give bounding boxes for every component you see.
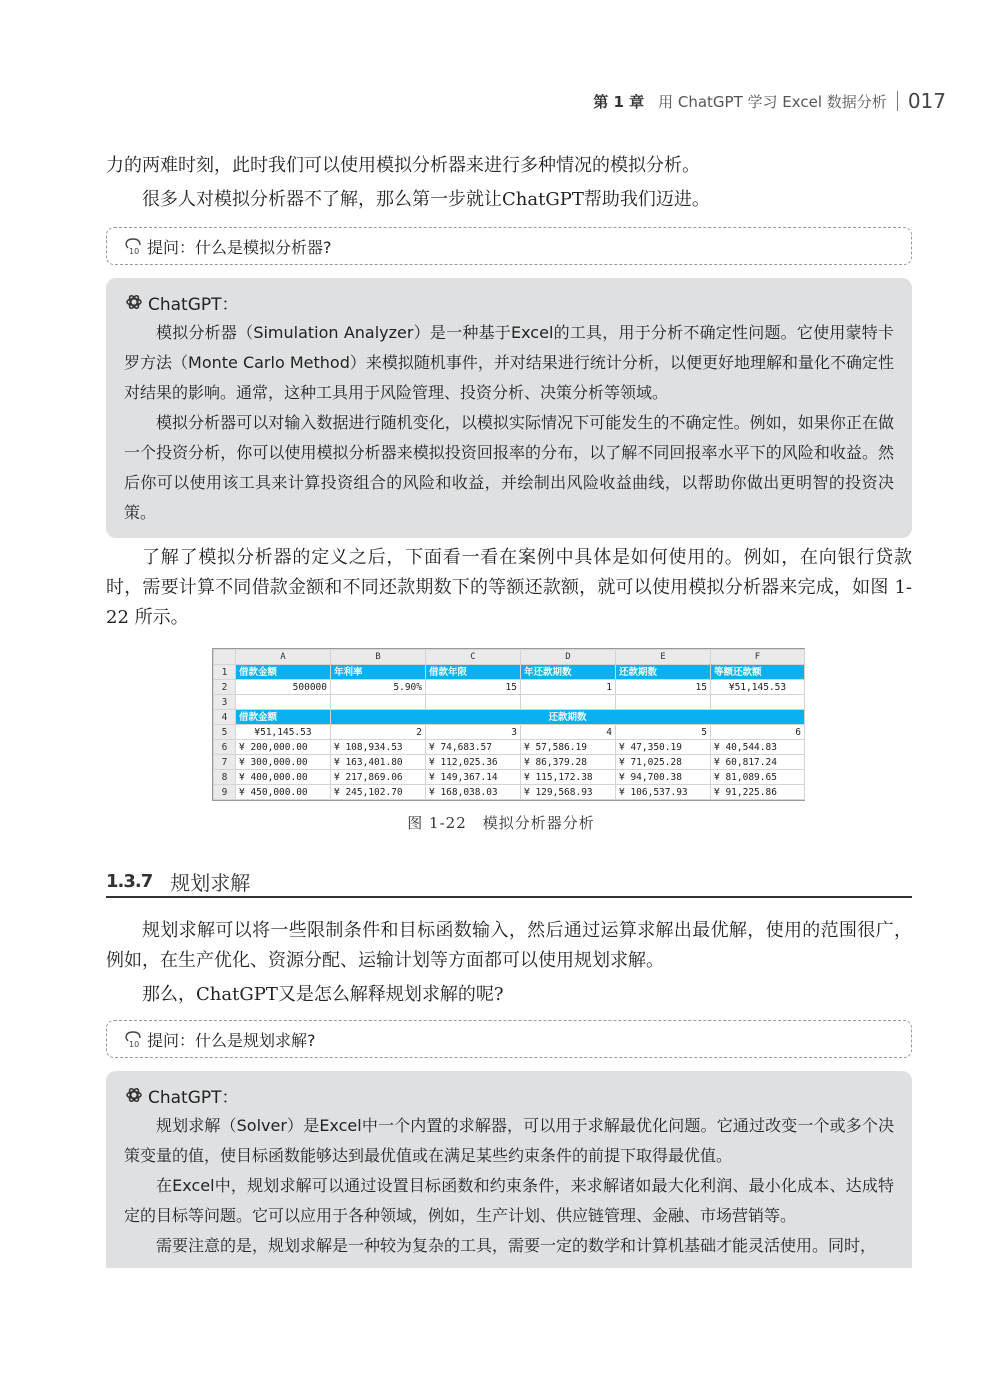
table-cell (616, 695, 711, 710)
table-cell: 6 (711, 725, 805, 740)
table-cell: ¥ 450,000.00 (236, 785, 331, 800)
table-cell: ¥ 108,934.53 (331, 740, 426, 755)
table-cell: ¥ 200,000.00 (236, 740, 331, 755)
table-cell: ¥ 91,225.86 (711, 785, 805, 800)
table-cell: 等额还款额 (711, 665, 805, 680)
answer-box-1 (106, 278, 912, 538)
table-cell: 15 (426, 680, 521, 695)
table-cell: ¥51,145.53 (711, 680, 805, 695)
table-cell: ¥ 74,683.57 (426, 740, 521, 755)
table-cell (331, 695, 426, 710)
answer-paragraph: 模拟分析器（Simulation Analyzer）是一种基于Excel的工具，用于分析不确定性问题。它使用蒙特卡罗方法（Monte Carlo Method）来模拟随机事件，并对结果进行统计分析，以便更好地理解和量化不确定性对结果的影响。通常，这种工具用于风险管理、投资分析、决策分析等领域。 (124, 323, 894, 402)
table-cell: ¥ 40,544.83 (711, 740, 805, 755)
question-text: 提问：什么是模拟分析器? (147, 237, 332, 257)
answer-speaker: ChatGPT： (148, 294, 239, 315)
table-cell: ¥ 400,000.00 (236, 770, 331, 785)
answer-title (124, 290, 894, 314)
row-header: 1 (214, 665, 236, 680)
table-cell: ¥ 47,350.19 (616, 740, 711, 755)
column-header: C (426, 650, 521, 665)
table-cell: 1 (521, 680, 616, 695)
paragraph-3: 了解了模拟分析器的定义之后，下面看一看在案例中具体是如何使用的。例如，在向银行贷款时，需要计算不同借款金额和不同还款期数下的等额还款额，就可以使用模拟分析器来完成，如图 1-22 所示。 (106, 547, 912, 628)
table-cell: 4 (521, 725, 616, 740)
table-cell: ¥ 217,869.06 (331, 770, 426, 785)
sheet-corner (214, 650, 236, 665)
question-box-1 (106, 227, 912, 265)
row-header: 6 (214, 740, 236, 755)
paragraph-5: 那么，ChatGPT又是怎么解释规划求解的呢? (142, 984, 504, 1005)
table-cell: 5 (616, 725, 711, 740)
paragraph-1: 力的两难时刻，此时我们可以使用模拟分析器来进行多种情况的模拟分析。 (106, 155, 700, 176)
table-cell: ¥ 60,817.24 (711, 755, 805, 770)
row-header: 7 (214, 755, 236, 770)
row-header: 8 (214, 770, 236, 785)
table-cell: 3 (426, 725, 521, 740)
paragraph-2: 很多人对模拟分析器不了解，那么第一步就让ChatGPT帮助我们迈进。 (142, 189, 710, 210)
table-cell: ¥ 57,586.19 (521, 740, 616, 755)
page-header (593, 88, 946, 114)
question-icon (123, 1029, 143, 1049)
table-cell: ¥ 81,089.65 (711, 770, 805, 785)
chatgpt-logo-icon (124, 292, 144, 312)
table-cell: 15 (616, 680, 711, 695)
table-cell: ¥ 245,102.70 (331, 785, 426, 800)
table-cell: 5.90% (331, 680, 426, 695)
row-header: 3 (214, 695, 236, 710)
table-cell (426, 695, 521, 710)
table-cell: ¥ 168,038.03 (426, 785, 521, 800)
spreadsheet-table (213, 649, 805, 800)
paragraph-4: 规划求解可以将一些限制条件和目标函数输入，然后通过运算求解出最优解，使用的范围很广，例如，在生产优化、资源分配、运输计划等方面都可以使用规划求解。 (106, 920, 912, 971)
table-cell: ¥ 300,000.00 (236, 755, 331, 770)
table-cell: ¥ 86,379.28 (521, 755, 616, 770)
table-cell: 年利率 (331, 665, 426, 680)
answer-paragraph: 需要注意的是，规划求解是一种较为复杂的工具，需要一定的数学和计算机基础才能灵活使用。同时， (156, 1236, 877, 1255)
table-cell: 借款金额 (236, 665, 331, 680)
table-cell: ¥51,145.53 (236, 725, 331, 740)
spreadsheet-figure (212, 648, 805, 801)
column-header: E (616, 650, 711, 665)
table-cell: ¥ 149,367.14 (426, 770, 521, 785)
table-cell: 2 (331, 725, 426, 740)
table-cell: 年还款期数 (521, 665, 616, 680)
table-cell (236, 695, 331, 710)
row-header: 4 (214, 710, 236, 725)
column-header: B (331, 650, 426, 665)
page-number: 017 (907, 89, 946, 113)
column-header: A (236, 650, 331, 665)
answer-paragraph: 在Excel中，规划求解可以通过设置目标函数和约束条件，来求解诸如最大化利润、最小化成本、达成特定的目标等问题。它可以应用于各种领域，例如，生产计划、供应链管理、金融、市场营销等。 (124, 1176, 894, 1225)
section-heading (106, 866, 912, 898)
table-cell: 还款期数 (331, 710, 805, 725)
table-cell: ¥ 163,401.80 (331, 755, 426, 770)
answer-paragraph: 规划求解（Solver）是Excel中一个内置的求解器，可以用于求解最优化问题。它通过改变一个或多个决策变量的值，使目标函数能够达到最优值或在满足某些约束条件的前提下取得最优值。 (124, 1116, 894, 1165)
table-cell (711, 695, 805, 710)
chapter-title: 用 ChatGPT 学习 Excel 数据分析 (658, 92, 887, 111)
figure-caption: 图 1-22 模拟分析器分析 (407, 814, 595, 832)
table-cell: ¥ 71,025.28 (616, 755, 711, 770)
answer-paragraph: 模拟分析器可以对输入数据进行随机变化，以模拟实际情况下可能发生的不确定性。例如，如果你正在做一个投资分析，你可以使用模拟分析器来模拟投资回报率的分布，以了解不同回报率水平下的风险和收益。然后你可以使用该工具来计算投资组合的风险和收益，并绘制出风险收益曲线，以帮助你做出更明智的投资决策。 (124, 413, 894, 522)
column-header: F (711, 650, 805, 665)
svg-text:10: 10 (129, 1040, 140, 1049)
table-cell: 借款年限 (426, 665, 521, 680)
row-header: 2 (214, 680, 236, 695)
table-cell: 还款期数 (616, 665, 711, 680)
row-header: 5 (214, 725, 236, 740)
table-cell: 借款金额 (236, 710, 331, 725)
answer-box-2 (106, 1071, 912, 1268)
header-divider (897, 91, 898, 111)
chatgpt-logo-icon (124, 1085, 144, 1105)
question-box-2 (106, 1020, 912, 1058)
section-title: 规划求解 (170, 870, 251, 895)
svg-text:10: 10 (129, 247, 140, 256)
table-cell: ¥ 115,172.38 (521, 770, 616, 785)
answer-title (124, 1083, 894, 1107)
table-cell: ¥ 112,025.36 (426, 755, 521, 770)
row-header: 9 (214, 785, 236, 800)
question-text: 提问：什么是规划求解? (147, 1030, 316, 1050)
question-icon (123, 236, 143, 256)
chapter-label: 第 1 章 (593, 92, 645, 111)
table-cell: ¥ 94,700.38 (616, 770, 711, 785)
table-cell: 500000 (236, 680, 331, 695)
column-header: D (521, 650, 616, 665)
table-cell: ¥ 106,537.93 (616, 785, 711, 800)
table-cell: ¥ 129,568.93 (521, 785, 616, 800)
section-number: 1.3.7 (106, 870, 153, 892)
table-cell (521, 695, 616, 710)
answer-speaker: ChatGPT： (148, 1087, 239, 1108)
